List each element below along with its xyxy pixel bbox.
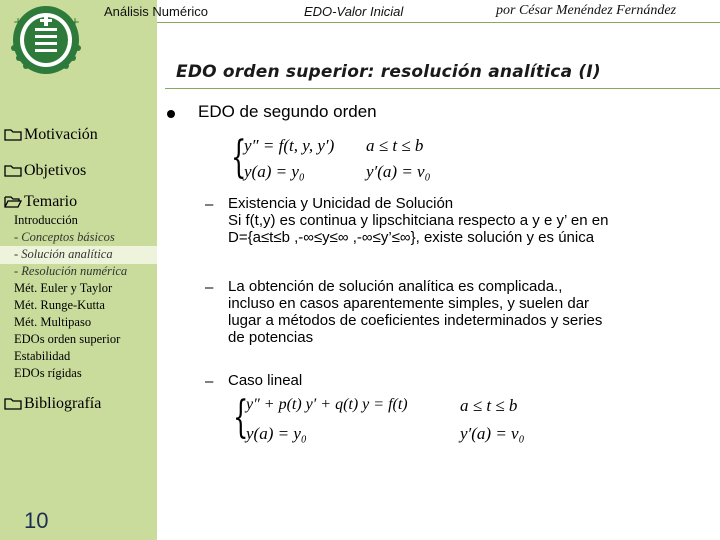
eq2-condition2: y′(a) = v₀ <box>460 424 525 443</box>
eq1-condition2: y′(a) = v₀ <box>366 162 431 181</box>
temario-item-runge-kutta[interactable]: Mét. Runge-Kutta <box>14 298 105 312</box>
temario-item-solucion-analitica[interactable] <box>14 246 113 263</box>
temario-item-label: - Conceptos básicos <box>14 230 115 244</box>
point-line: Caso lineal <box>228 372 303 389</box>
header-topic: EDO-Valor Inicial <box>304 4 404 19</box>
point-line: D={a≤t≤b ,-∞≤y≤∞ ,-∞≤y’≤∞}, existe solución y es única <box>228 229 595 246</box>
nav-bibliografia[interactable] <box>4 395 101 413</box>
point-dash: – <box>205 373 214 390</box>
temario-item-multipaso[interactable]: Mét. Multipaso <box>14 315 92 329</box>
temario-item-euler-taylor[interactable]: Mét. Euler y Taylor <box>14 281 113 295</box>
nav-label: Objetivos <box>24 162 87 179</box>
eq2-condition1: a ≤ t ≤ b <box>460 396 518 415</box>
nav-objetivos[interactable] <box>4 162 86 180</box>
eq2-line1: y″ + p(t) y′ + q(t) y = f(t) <box>246 396 408 413</box>
point-caso-lineal <box>228 372 302 389</box>
eq1-line1: y″ = f(t, y, y′) <box>244 136 335 155</box>
temario-item-orden-superior[interactable]: EDOs orden superior <box>14 332 121 346</box>
temario-item-resolucion-numerica[interactable] <box>14 263 127 280</box>
point-line: de potencias <box>228 329 314 346</box>
folder-icon <box>4 127 22 141</box>
header-author: por César Menéndez Fernández <box>496 3 677 18</box>
svg-text:+: + <box>70 15 81 29</box>
folder-icon <box>4 396 22 410</box>
main-bullet: EDO de segundo orden <box>198 102 377 121</box>
point-dash: – <box>205 196 214 213</box>
page-number: 10 <box>24 508 49 533</box>
temario-item-estabilidad[interactable]: Estabilidad <box>14 349 71 363</box>
equation-brace: { <box>231 132 247 183</box>
temario-item-label: - Resolución numérica <box>14 264 128 278</box>
eq1-condition1: a ≤ t ≤ b <box>366 136 424 155</box>
point-line: La obtención de solución analítica es complicada., <box>228 278 563 295</box>
title-underline <box>165 88 720 89</box>
temario-item-introduccion[interactable]: Introducción <box>14 213 78 227</box>
nav-label: Bibliografía <box>24 395 102 412</box>
point-line: incluso en casos aparentemente simples, y suelen dar <box>228 295 590 312</box>
equation-brace: { <box>233 392 249 443</box>
svg-text:+: + <box>13 15 24 29</box>
open-folder-icon <box>4 194 22 208</box>
folder-icon <box>4 163 22 177</box>
eq1-line2: y(a) = y₀ <box>244 162 305 181</box>
bullet-dot-icon <box>167 110 175 118</box>
temario-item-label: - Solución analítica <box>14 247 113 261</box>
temario-item-conceptos[interactable] <box>14 229 115 246</box>
point-obtencion <box>228 278 602 346</box>
slide-title: EDO orden superior: resolución analítica (I) <box>176 62 601 82</box>
point-line: Existencia y Unicidad de Solución <box>228 195 454 212</box>
point-line: Si f(t,y) es continua y lipschitciana respecto a y e y’ en en <box>228 212 609 229</box>
header-divider <box>157 22 720 23</box>
university-seal-logo <box>2 2 88 80</box>
header-course-title: Análisis Numérico <box>104 4 209 19</box>
nav-label: Temario <box>24 193 78 210</box>
nav-motivacion[interactable] <box>4 126 98 144</box>
nav-label: Motivación <box>24 126 98 143</box>
point-line: lugar a métodos de coeficientes indeterminados y series <box>228 312 603 329</box>
temario-item-rigidas[interactable]: EDOs rígidas <box>14 366 82 380</box>
point-existencia <box>228 195 608 246</box>
point-dash: – <box>205 279 214 296</box>
nav-temario[interactable] <box>4 193 77 211</box>
eq2-line2: y(a) = y₀ <box>246 424 307 443</box>
